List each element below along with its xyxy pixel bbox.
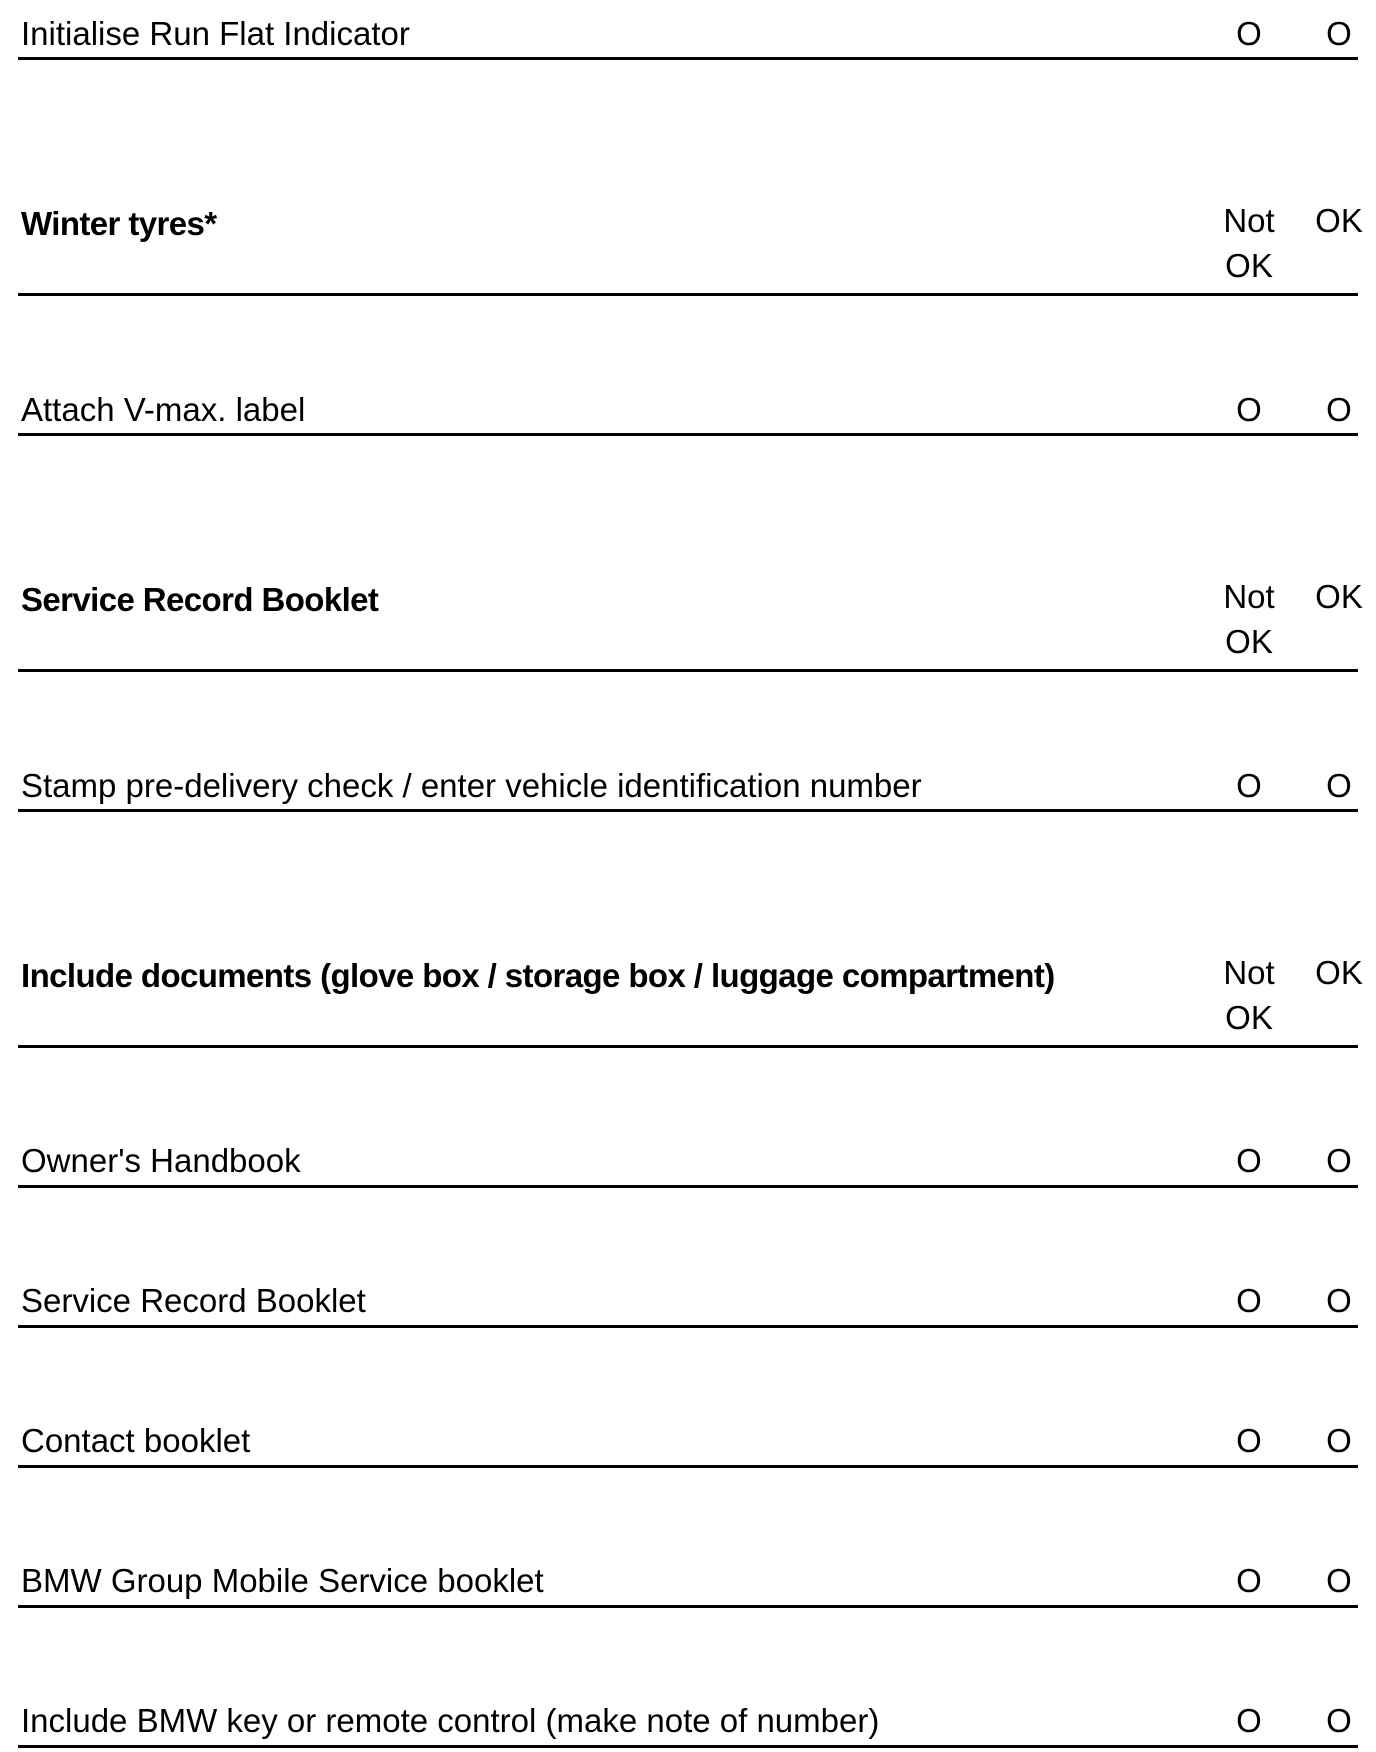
checklist-row <box>18 0 1358 60</box>
section-header <box>18 436 1363 672</box>
not-ok-checkbox[interactable]: O <box>1236 767 1262 804</box>
checklist-row <box>18 1468 1358 1608</box>
checklist-row <box>18 672 1358 812</box>
section-header <box>18 812 1363 1048</box>
ok-checkbox[interactable]: O <box>1326 15 1352 52</box>
ok-column-header: OK <box>1315 202 1363 239</box>
section-title: Winter tyres* <box>21 205 217 242</box>
checklist-row <box>18 1608 1358 1748</box>
item-label: Service Record Booklet <box>21 1282 366 1319</box>
ok-column-header: OK <box>1315 578 1363 615</box>
not-ok-checkbox[interactable]: O <box>1236 1422 1262 1459</box>
checklist-row <box>18 1048 1358 1188</box>
ok-checkbox[interactable]: O <box>1326 1282 1352 1319</box>
item-label: Attach V-max. label <box>21 391 306 428</box>
not-ok-checkbox[interactable]: O <box>1236 391 1262 428</box>
checklist-row <box>18 1328 1358 1468</box>
ok-checkbox[interactable]: O <box>1326 1702 1352 1739</box>
not-ok-checkbox[interactable]: O <box>1236 1562 1262 1599</box>
item-label: Initialise Run Flat Indicator <box>21 15 410 52</box>
section-header <box>18 60 1363 296</box>
checklist-row <box>18 1188 1358 1328</box>
ok-checkbox[interactable]: O <box>1326 767 1352 804</box>
not-ok-checkbox[interactable]: O <box>1236 1142 1262 1179</box>
not-ok-checkbox[interactable]: O <box>1236 1702 1262 1739</box>
not-ok-checkbox[interactable]: O <box>1236 15 1262 52</box>
ok-checkbox[interactable]: O <box>1326 1142 1352 1179</box>
item-label: Contact booklet <box>21 1422 251 1459</box>
ok-checkbox[interactable]: O <box>1326 1422 1352 1459</box>
not-ok-column-header: Not OK <box>1223 202 1275 284</box>
item-label: BMW Group Mobile Service booklet <box>21 1562 544 1599</box>
checklist-row <box>18 296 1358 436</box>
section-title: Include documents (glove box / storage box / luggage compartment) <box>21 957 1055 994</box>
item-label: Include BMW key or remote control (make note of number) <box>21 1702 880 1739</box>
item-label: Stamp pre-delivery check / enter vehicle identification number <box>21 767 922 804</box>
not-ok-column-header: Not OK <box>1223 954 1275 1036</box>
section-title: Service Record Booklet <box>21 581 379 618</box>
ok-checkbox[interactable]: O <box>1326 391 1352 428</box>
not-ok-column-header: Not OK <box>1223 578 1275 660</box>
ok-column-header: OK <box>1315 954 1363 991</box>
not-ok-checkbox[interactable]: O <box>1236 1282 1262 1319</box>
item-label: Owner's Handbook <box>21 1142 301 1179</box>
ok-checkbox[interactable]: O <box>1326 1562 1352 1599</box>
